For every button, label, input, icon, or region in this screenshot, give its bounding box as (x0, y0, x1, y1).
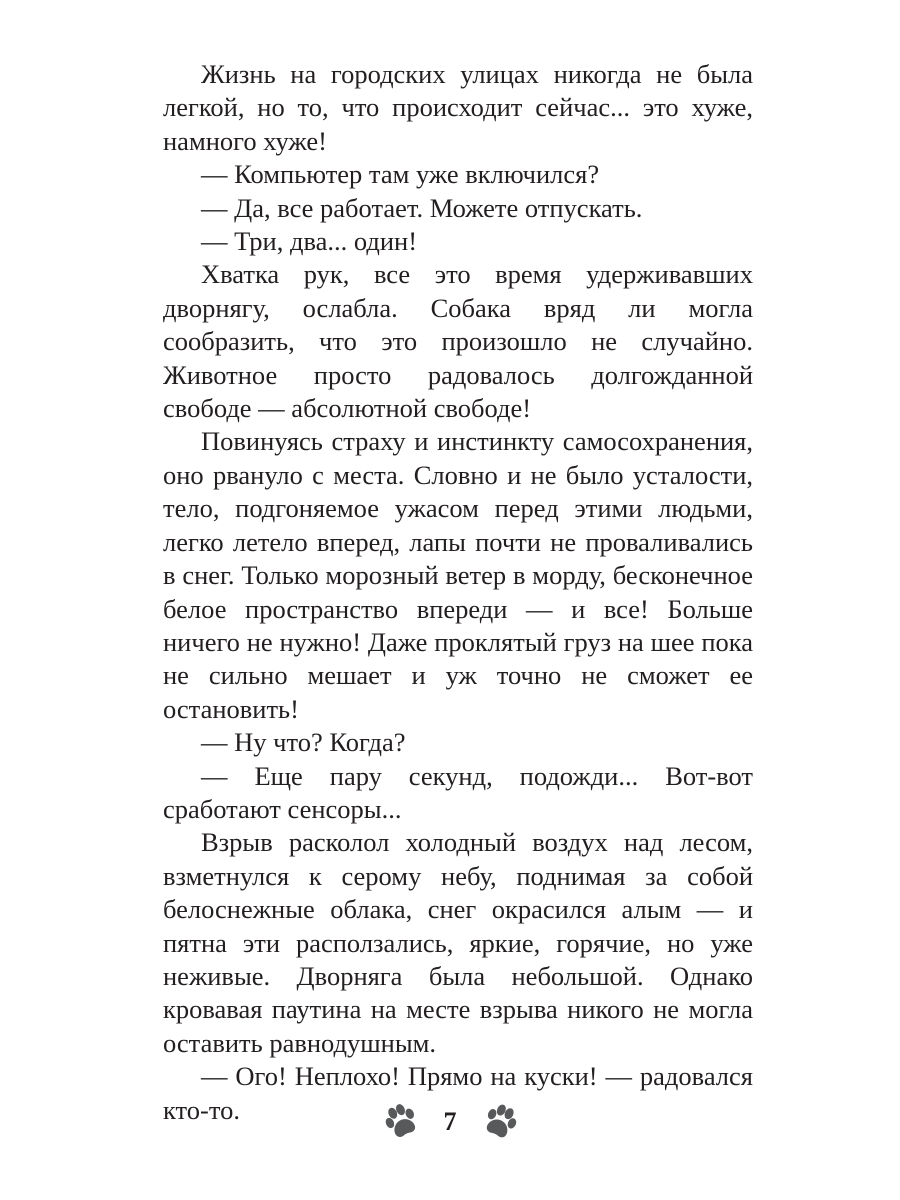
dialogue-line: — Ну что? Когда? (201, 727, 406, 758)
dialogue-line: — Компьютер там уже включился? (201, 159, 600, 190)
paw-print-icon (375, 1097, 425, 1147)
dialogue-line: — Да, все работает. Можете отпускать. (201, 192, 643, 223)
paw-print-icon (474, 1097, 524, 1147)
body-text (163, 58, 753, 1127)
page-number: 7 (443, 1107, 457, 1136)
paragraph: Повинуясь страху и инстинкту самосохранения, оно рвануло с места. Словно и не было усталости, тело, подгоняемое ужасом перед этими людьми, легко летело вперед, лапы почти не проваливались в снег. Только морозный ветер в морду, бесконечное белое пространство впереди — и все! Больше ничего не нужно! Даже проклятый груз на шее пока не сильно мешает и уж точно не сможет ее остановить! (163, 426, 753, 724)
paragraph: Взрыв расколол холодный воздух над лесом, взметнулся к серому небу, поднимая за собой белоснежные облака, снег окрасился алым — и пятна эти расползались, яркие, горячие, но уже неживые. Дворняга была небольшой. Однако кровавая паутина на месте взрыва никого не могла оставить равнодушным. (163, 827, 753, 1058)
dialogue-line: — Три, два... один! (201, 226, 418, 257)
page-footer (0, 1098, 900, 1146)
dialogue-line: — Ого! Неплохо! Прямо на куски! — радовался кто-то. (163, 1061, 753, 1125)
paragraph: Жизнь на городских улицах никогда не была легкой, но то, что происходит сейчас... это хуже, намного хуже! (163, 59, 753, 156)
paragraph: Хватка рук, все это время удерживавших дворнягу, ослабла. Собака вряд ли могла сообразить, что это произошло не случайно. Животное просто радовалось долгожданной свободе — абсолютной свободе! (163, 259, 753, 424)
dialogue-line: — Еще пару секунд, подожди... Вот-вот сработают сенсоры... (163, 760, 753, 824)
